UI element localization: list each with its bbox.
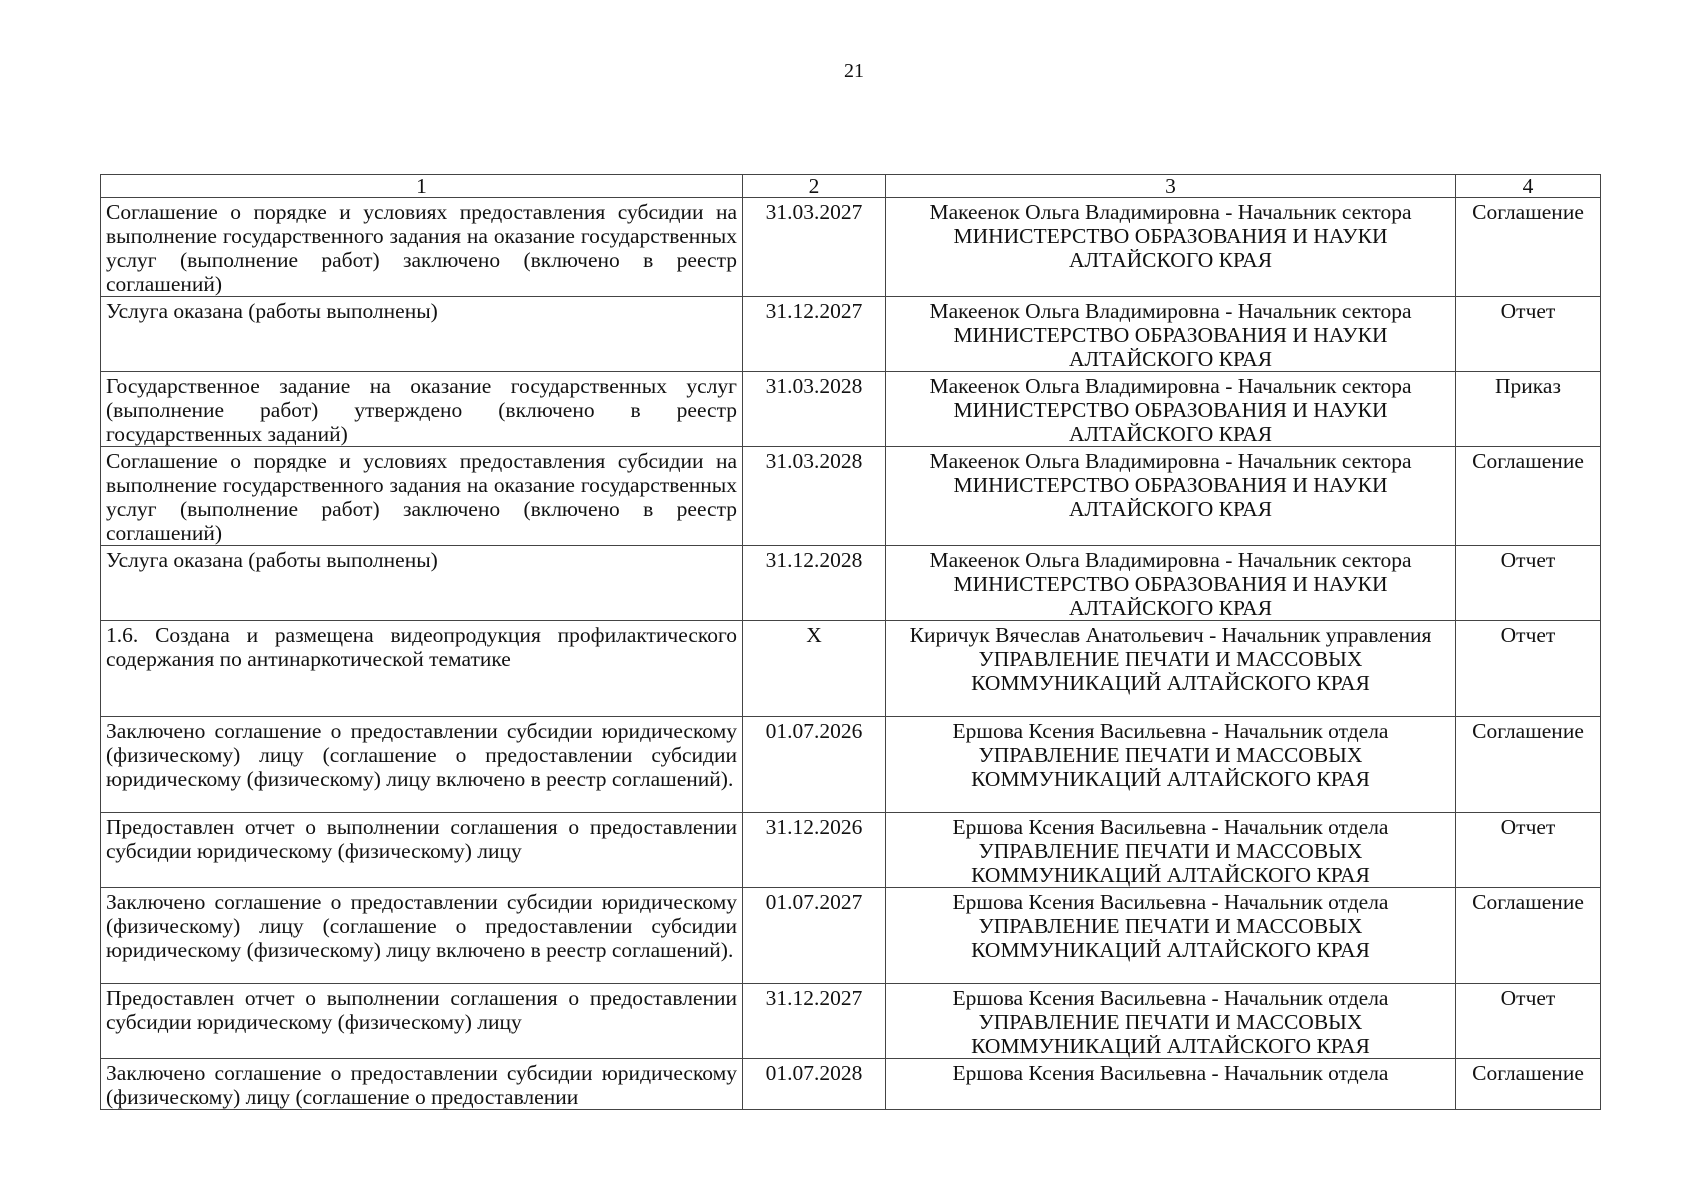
table-row [101,888,1601,984]
table-row [101,984,1601,1059]
responsible-person: Ершова Ксения Васильевна - Начальник отдела [952,986,1389,1010]
responsible-cell [886,372,1456,447]
page-number: 21 [844,60,864,82]
column-header: 4 [1456,175,1601,198]
table-header-row [101,175,1601,198]
document-type-cell: Соглашение [1456,888,1601,984]
responsible-person: Ершова Ксения Васильевна - Начальник отдела [952,1061,1389,1085]
document-type-cell: Соглашение [1456,717,1601,813]
responsible-cell [886,888,1456,984]
event-cell: Заключено соглашение о предоставлении субсидии юридическому (физическому) лицу (соглашение о предоставлении субсидии юридическому (физическому) лицу включено в реестр соглашений). [101,717,743,813]
table-row [101,1059,1601,1110]
responsible-cell [886,717,1456,813]
table-row [101,813,1601,888]
date-cell: 31.03.2028 [743,372,886,447]
organization-name: МИНИСТЕРСТВО ОБРАЗОВАНИЯ И НАУКИ АЛТАЙСКОГО КРАЯ [953,572,1388,620]
document-type-cell: Соглашение [1456,447,1601,546]
document-type-cell: Приказ [1456,372,1601,447]
event-cell: Услуга оказана (работы выполнены) [101,297,743,372]
document-type-cell: Соглашение [1456,198,1601,297]
responsible-person: Ершова Ксения Васильевна - Начальник отдела [952,890,1389,914]
responsible-person: Макеенок Ольга Владимировна - Начальник сектора [929,449,1412,473]
organization-name: УПРАВЛЕНИЕ ПЕЧАТИ И МАССОВЫХ КОММУНИКАЦИЙ АЛТАЙСКОГО КРАЯ [971,914,1370,962]
document-type-cell: Отчет [1456,297,1601,372]
document-type-cell: Соглашение [1456,1059,1601,1110]
event-cell: Заключено соглашение о предоставлении субсидии юридическому (физическому) лицу (соглашение о предоставлении субсидии юридическому (физическому) лицу включено в реестр соглашений). [101,888,743,984]
table-row [101,372,1601,447]
responsible-person: Макеенок Ольга Владимировна - Начальник сектора [929,548,1412,572]
document-type-cell: Отчет [1456,813,1601,888]
table-row [101,621,1601,717]
responsible-person: Макеенок Ольга Владимировна - Начальник сектора [929,374,1412,398]
event-cell: Заключено соглашение о предоставлении субсидии юридическому (физическому) лицу (соглашение о предоставлении [101,1059,743,1110]
responsible-person: Ершова Ксения Васильевна - Начальник отдела [952,815,1389,839]
column-header: 1 [101,175,743,198]
event-cell: Предоставлен отчет о выполнении соглашения о предоставлении субсидии юридическому (физическому) лицу [101,813,743,888]
responsible-cell [886,297,1456,372]
date-cell: 31.12.2026 [743,813,886,888]
responsible-cell [886,447,1456,546]
date-cell: 01.07.2026 [743,717,886,813]
table-row [101,297,1601,372]
date-cell: 31.03.2028 [743,447,886,546]
event-cell: 1.6. Создана и размещена видеопродукция профилактического содержания по антинаркотической тематике [101,621,743,717]
table-row [101,546,1601,621]
table-row [101,447,1601,546]
table-row [101,717,1601,813]
date-cell: X [743,621,886,717]
date-cell: 31.12.2027 [743,297,886,372]
responsible-cell [886,1059,1456,1110]
column-header: 2 [743,175,886,198]
organization-name: МИНИСТЕРСТВО ОБРАЗОВАНИЯ И НАУКИ АЛТАЙСКОГО КРАЯ [953,224,1388,272]
table-body [101,198,1601,1110]
responsible-cell [886,813,1456,888]
date-cell: 31.03.2027 [743,198,886,297]
responsible-person: Макеенок Ольга Владимировна - Начальник сектора [929,299,1412,323]
column-header: 3 [886,175,1456,198]
date-cell: 31.12.2028 [743,546,886,621]
responsible-person: Макеенок Ольга Владимировна - Начальник сектора [929,200,1412,224]
organization-name: УПРАВЛЕНИЕ ПЕЧАТИ И МАССОВЫХ КОММУНИКАЦИЙ АЛТАЙСКОГО КРАЯ [971,839,1370,887]
responsible-cell [886,546,1456,621]
event-cell: Услуга оказана (работы выполнены) [101,546,743,621]
plan-table [100,174,1601,1110]
date-cell: 01.07.2027 [743,888,886,984]
organization-name: УПРАВЛЕНИЕ ПЕЧАТИ И МАССОВЫХ КОММУНИКАЦИЙ АЛТАЙСКОГО КРАЯ [971,1010,1370,1058]
event-cell: Предоставлен отчет о выполнении соглашения о предоставлении субсидии юридическому (физическому) лицу [101,984,743,1059]
document-type-cell: Отчет [1456,984,1601,1059]
event-cell: Государственное задание на оказание государственных услуг (выполнение работ) утверждено (включено в реестр государственных заданий) [101,372,743,447]
date-cell: 01.07.2028 [743,1059,886,1110]
responsible-cell [886,984,1456,1059]
table-row [101,198,1601,297]
organization-name: УПРАВЛЕНИЕ ПЕЧАТИ И МАССОВЫХ КОММУНИКАЦИЙ АЛТАЙСКОГО КРАЯ [971,743,1370,791]
date-cell: 31.12.2027 [743,984,886,1059]
responsible-person: Киричук Вячеслав Анатольевич - Начальник управления [909,623,1432,647]
document-type-cell: Отчет [1456,546,1601,621]
event-cell: Соглашение о порядке и условиях предоставления субсидии на выполнение государственного задания на оказание государственных услуг (выполнение работ) заключено (включено в реестр соглашений) [101,447,743,546]
responsible-cell [886,621,1456,717]
organization-name: МИНИСТЕРСТВО ОБРАЗОВАНИЯ И НАУКИ АЛТАЙСКОГО КРАЯ [953,473,1388,521]
document-type-cell: Отчет [1456,621,1601,717]
organization-name: МИНИСТЕРСТВО ОБРАЗОВАНИЯ И НАУКИ АЛТАЙСКОГО КРАЯ [953,323,1388,371]
responsible-person: Ершова Ксения Васильевна - Начальник отдела [952,719,1389,743]
organization-name: МИНИСТЕРСТВО ОБРАЗОВАНИЯ И НАУКИ АЛТАЙСКОГО КРАЯ [953,398,1388,446]
responsible-cell [886,198,1456,297]
organization-name: УПРАВЛЕНИЕ ПЕЧАТИ И МАССОВЫХ КОММУНИКАЦИЙ АЛТАЙСКОГО КРАЯ [971,647,1370,695]
event-cell: Соглашение о порядке и условиях предоставления субсидии на выполнение государственного задания на оказание государственных услуг (выполнение работ) заключено (включено в реестр соглашений) [101,198,743,297]
